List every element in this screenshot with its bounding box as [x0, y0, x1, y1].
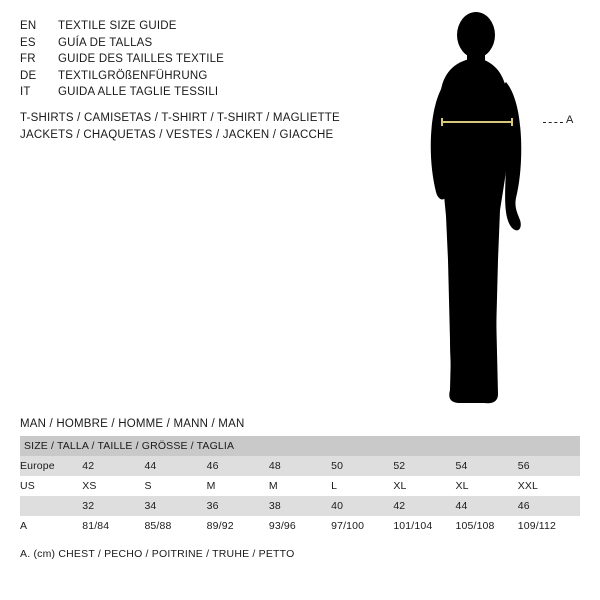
- cell: 109/112: [518, 516, 580, 536]
- measure-leader-line: [543, 122, 563, 123]
- table-header-row: [20, 436, 580, 456]
- language-row: [20, 68, 380, 85]
- cell: 54: [456, 456, 518, 476]
- row-label: Europe: [20, 456, 82, 476]
- table-row: [20, 456, 580, 476]
- language-row: [20, 84, 380, 101]
- table-title-man: MAN / HOMBRE / HOMME / MANN / MAN: [20, 418, 245, 430]
- language-title: TEXTILE SIZE GUIDE: [58, 20, 177, 32]
- language-row: [20, 35, 380, 52]
- category-list: [20, 110, 420, 144]
- cell: L: [331, 476, 393, 496]
- cell: 38: [269, 496, 331, 516]
- cell: 48: [269, 456, 331, 476]
- cell: XXL: [518, 476, 580, 496]
- size-table-section: [20, 418, 580, 536]
- cell: 44: [456, 496, 518, 516]
- language-code: FR: [20, 53, 36, 65]
- language-title: GUIDA ALLE TAGLIE TESSILI: [58, 86, 219, 98]
- language-row: [20, 51, 380, 68]
- cell: 32: [82, 496, 144, 516]
- language-code: ES: [20, 36, 36, 49]
- footnote-chest-measure: A. (cm) CHEST / PECHO / POITRINE / TRUHE / PETTO: [20, 548, 295, 560]
- cell: 42: [82, 456, 144, 476]
- language-title: GUIDE DES TAILLES TEXTILE: [58, 53, 225, 65]
- cell: 81/84: [82, 516, 144, 536]
- category-tshirts: T-SHIRTS / CAMISETAS / T-SHIRT / T-SHIRT / MAGLIETTE: [20, 112, 340, 124]
- cell: 56: [518, 456, 580, 476]
- row-label: [20, 496, 82, 516]
- cell: 40: [331, 496, 393, 516]
- category-jackets: JACKETS / CHAQUETAS / VESTES / JACKEN / GIACCHE: [20, 129, 334, 141]
- cell: XL: [456, 476, 518, 496]
- cell: 46: [518, 496, 580, 516]
- language-list: [20, 18, 380, 101]
- language-code: EN: [20, 20, 37, 32]
- measure-label-a: A: [566, 114, 574, 126]
- cell: 85/88: [144, 516, 206, 536]
- cell: 93/96: [269, 516, 331, 536]
- row-label: US: [20, 476, 82, 496]
- table-row: [20, 476, 580, 496]
- cell: XS: [82, 476, 144, 496]
- cell: 97/100: [331, 516, 393, 536]
- cell: 42: [393, 496, 455, 516]
- language-title: TEXTILGRÖßENFÜHRUNG: [58, 69, 208, 82]
- language-title: GUÍA DE TALLAS: [58, 36, 153, 49]
- language-row: [20, 18, 380, 35]
- cell: XL: [393, 476, 455, 496]
- cell: 105/108: [456, 516, 518, 536]
- cell: 50: [331, 456, 393, 476]
- cell: 44: [144, 456, 206, 476]
- cell: S: [144, 476, 206, 496]
- row-label: A: [20, 516, 82, 536]
- size-table: [20, 436, 580, 536]
- table-row: [20, 496, 580, 516]
- cell: M: [269, 476, 331, 496]
- language-code: IT: [20, 86, 31, 98]
- cell: 52: [393, 456, 455, 476]
- language-code: DE: [20, 69, 37, 82]
- table-header-label: SIZE / TALLA / TAILLE / GRÖSSE / TAGLIA: [20, 436, 580, 456]
- table-row: [20, 516, 580, 536]
- cell: 46: [207, 456, 269, 476]
- cell: M: [207, 476, 269, 496]
- cell: 36: [207, 496, 269, 516]
- body-silhouette-figure: [400, 10, 600, 410]
- cell: 34: [144, 496, 206, 516]
- cell: 89/92: [207, 516, 269, 536]
- cell: 101/104: [393, 516, 455, 536]
